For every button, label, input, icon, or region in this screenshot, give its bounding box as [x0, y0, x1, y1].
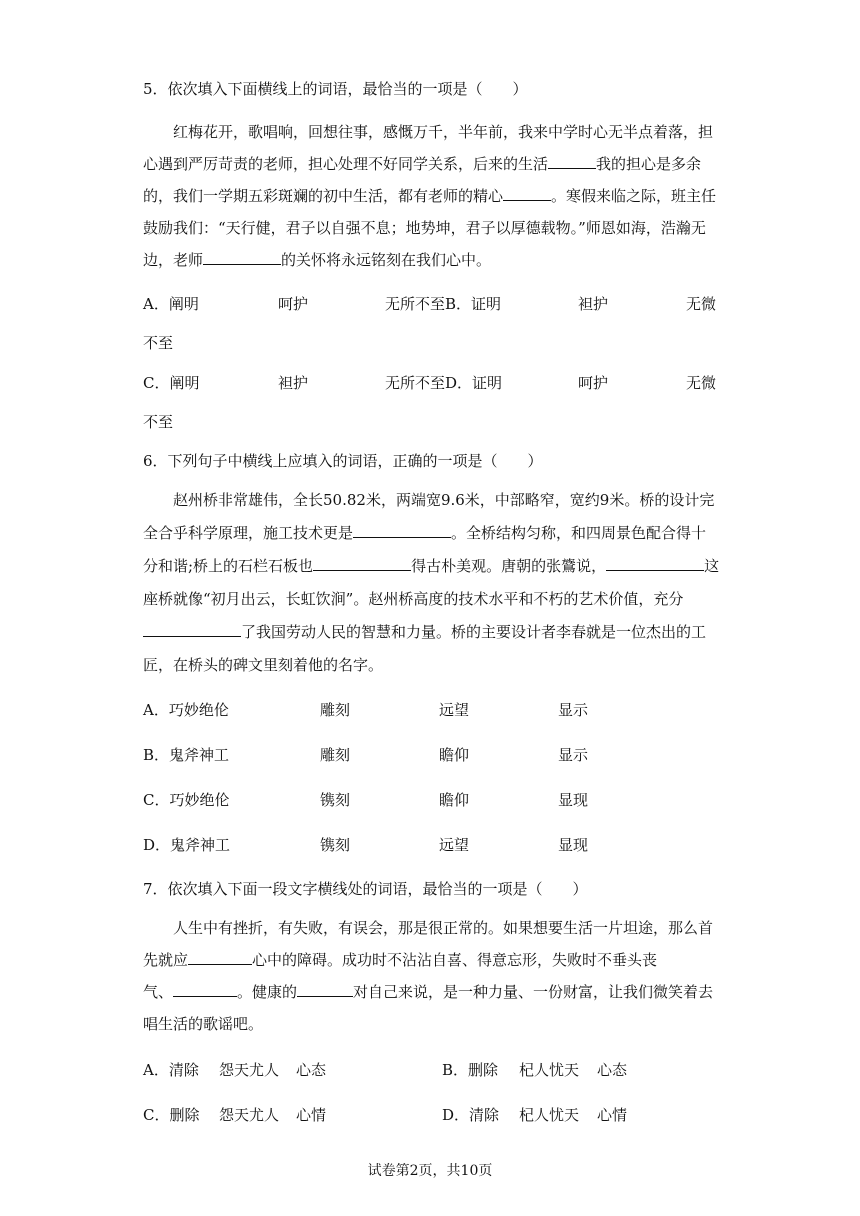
option-b-word1: B．鬼斧神工: [143, 746, 230, 764]
passage-text: 了我国劳动人民的智慧和力量。桥的主要设计者李春就是一位杰出的工匠，在桥头的碑文里刻着他的名字。: [143, 623, 707, 674]
option-d-word1: D．鬼斧神工: [143, 836, 231, 854]
option-b-word2: 袒护: [578, 295, 609, 313]
passage-text: 人生中有挫折，有失败，有误会，那是很正常的。如果想要生活一片坦途，那么首先就应: [143, 919, 714, 969]
fill-blank: [313, 556, 411, 571]
option-c-word4: 显现: [558, 791, 589, 809]
passage-text: 。寒假来临之际，班主任鼓励我们：“天行健，君子以自强不息；地势坤，君子以厚德载物。”师恩如海，浩瀚无边，老师: [143, 187, 717, 269]
passage-text: 赵州桥非常雄伟，全长50.82米，两端宽9.6米，中部略窄，宽约9米。桥的设计完全合乎科学原理，施工技术更是: [143, 491, 715, 542]
option-a-word3: 远望: [439, 701, 470, 719]
fill-blank: [353, 523, 451, 538]
option-d-word1: D．清除: [442, 1106, 500, 1124]
passage-text: 心中的障碍。成功时不沾沾自喜、得意忘形，失败时不垂头丧: [252, 951, 658, 969]
question-7-passage: [143, 912, 721, 1040]
passage-text: 我的担心是多余的，我们一学期五彩斑斓的初中生活，都有老师的精心: [143, 155, 702, 205]
option-a-word1: A．阐明: [143, 295, 199, 313]
question-5-passage: [143, 116, 721, 276]
passage-text: 气、: [143, 983, 174, 1001]
option-a-word2: 雕刻: [320, 701, 351, 719]
passage-text: 的关怀将永远铭刻在我们心中。: [281, 251, 492, 269]
passage-text: 。健康的: [237, 983, 298, 1001]
passage-text: 这座桥就像“初月出云，长虹饮涧”。赵州桥高度的技术水平和不朽的艺术价值，充分: [143, 557, 720, 608]
option-a-word3-option-b-word1: 无所不至B．证明: [385, 295, 502, 313]
option-d-word3-wrap: 不至: [143, 413, 174, 431]
fill-blank: [548, 154, 596, 169]
option-a-word1: A．清除: [143, 1061, 199, 1079]
option-a-word2: 怨天尤人: [219, 1061, 280, 1079]
fill-blank: [503, 186, 551, 201]
option-d-word3: 无微: [686, 374, 717, 392]
option-b-word3: 无微: [686, 295, 717, 313]
question-7-stem: 7．依次填入下面一段文字横线处的词语，最恰当的一项是（ ）: [143, 880, 588, 898]
fill-blank: [143, 622, 241, 637]
option-c-word1: C．删除: [143, 1106, 200, 1124]
option-d-word3: 心情: [597, 1106, 628, 1124]
option-d-word3: 远望: [439, 836, 470, 854]
option-b-word3: 心态: [597, 1061, 628, 1079]
fill-blank: [203, 250, 281, 265]
page-footer: 试卷第2页，共10页: [367, 1163, 493, 1179]
option-d-word2: 呵护: [578, 374, 609, 392]
fill-blank: [173, 982, 237, 997]
option-b-word4: 显示: [558, 746, 589, 764]
question-5-stem: 5．依次填入下面横线上的词语，最恰当的一项是（ ）: [143, 80, 528, 98]
passage-text: 。全桥结构匀称，和四周景色配合得十分和谐;桥上的石栏石板也: [143, 524, 707, 575]
option-b-word1: B．删除: [442, 1061, 499, 1079]
option-c-word1: C．巧妙绝伦: [143, 791, 230, 809]
passage-text: 红梅花开，歌唱响，回想往事，感慨万千，半年前，我来中学时心无半点着落，担心遇到严厉苛责的老师，担心处理不好同学关系，后来的生活: [143, 123, 714, 173]
question-6-stem: 6．下列句子中横线上应填入的词语，正确的一项是（ ）: [143, 452, 543, 470]
option-a-word4: 显示: [558, 701, 589, 719]
option-c-word2: 袒护: [278, 374, 309, 392]
option-b-word2: 杞人忧天: [519, 1061, 580, 1079]
option-a-word3: 心态: [296, 1061, 327, 1079]
option-c-word2: 镌刻: [320, 791, 351, 809]
option-c-word3: 心情: [296, 1106, 327, 1124]
option-c-word3-option-d-word1: 无所不至D．证明: [385, 374, 503, 392]
question-6-passage: [143, 484, 721, 682]
option-a-word2: 呵护: [278, 295, 309, 313]
fill-blank: [297, 982, 353, 997]
option-c-word1: C．阐明: [143, 374, 200, 392]
option-d-word2: 镌刻: [320, 836, 351, 854]
option-b-word3-wrap: 不至: [143, 334, 174, 352]
option-d-word4: 显现: [558, 836, 589, 854]
fill-blank: [606, 556, 704, 571]
option-c-word3: 瞻仰: [439, 791, 470, 809]
option-c-word2: 怨天尤人: [219, 1106, 280, 1124]
passage-text: 得古朴美观。唐朝的张鷟说，: [411, 557, 607, 575]
fill-blank: [188, 950, 252, 965]
option-b-word2: 雕刻: [320, 746, 351, 764]
passage-text: 对自己来说，是一种力量、一份财富，让我们微笑着去唱生活的歌谣吧。: [143, 983, 714, 1033]
option-a-word1: A．巧妙绝伦: [143, 701, 229, 719]
option-b-word3: 瞻仰: [439, 746, 470, 764]
option-d-word2: 杞人忧天: [519, 1106, 580, 1124]
